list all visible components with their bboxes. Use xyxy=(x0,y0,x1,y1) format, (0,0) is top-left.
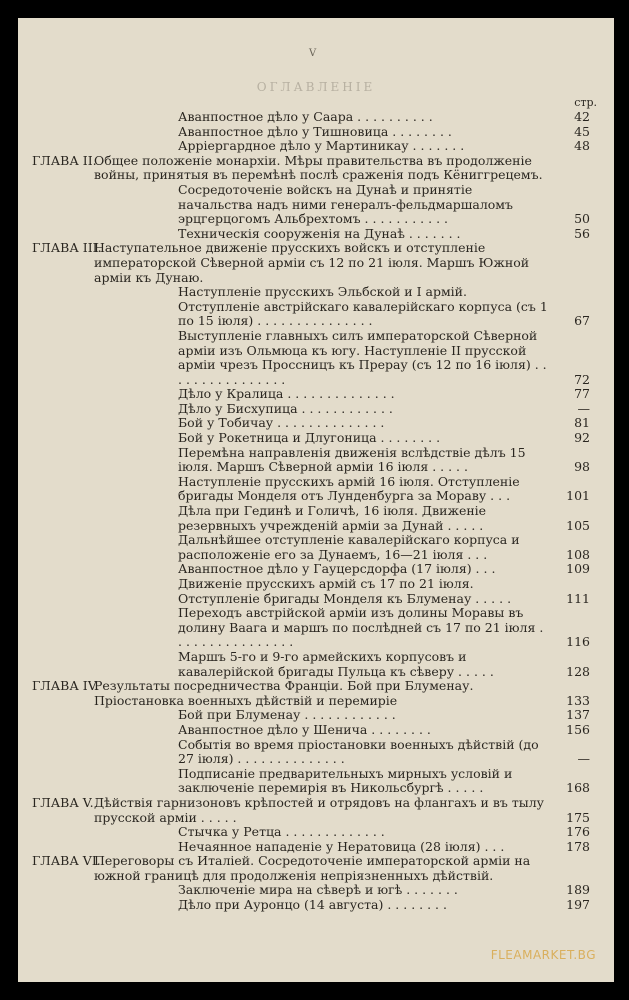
toc-entry: Дѣло у Бисхупица . . . . . . . . . . . . — xyxy=(178,400,590,416)
toc-chapter: ГЛАВА III. Наступательное движеніе прусскихъ войскъ и отступленіе императорской Сѣверной арміи съ 12 по 21 іюля. Маршъ Южной арміи къ Дунаю. xyxy=(32,240,530,285)
toc-entry: Техническія сооруженія на Дунаѣ . . . . . . . 56 xyxy=(178,225,590,241)
toc-entry: Дѣло при Ауронцо (14 августа) . . . . . . . . 197 xyxy=(178,897,590,913)
toc-entry: Выступленіе главныхъ силъ императорской Сѣверной арміи изъ Ольмюца къ югу. Наступленіе II прусской арміи чрезъ Проссницъ къ Прерау (съ 12 по 16 іюля) . . . . . . . . . . . . . . . . 72 xyxy=(178,327,590,387)
toc-entry: Перемѣна направленія движенія вслѣдствіе дѣлъ 15 іюля. Маршъ Сѣверной арміи 16 іюля . . . . . 98 xyxy=(178,444,590,475)
toc-entry: Дѣло у Кралица . . . . . . . . . . . . . . 77 xyxy=(178,386,590,402)
watermark: FLEAMARKET.BG xyxy=(490,948,596,962)
toc-heading: ОГЛАВЛЕНІЕ xyxy=(256,80,376,94)
toc-entry: Бой у Тобичау . . . . . . . . . . . . . . 81 xyxy=(178,415,590,431)
page-column-label: стр. xyxy=(574,96,597,109)
toc-chapter: ГЛАВА VI. Переговоры съ Италіей. Сосредоточеніе императорской арміи на южной границѣ для продолженія непріязненныхъ дѣйствій. xyxy=(32,853,531,883)
toc-entry: Маршъ 5-го и 9-го армейскихъ корпусовъ и кавалерійской бригады Пульца къ сѣверу . . . . . 128 xyxy=(178,648,590,679)
toc-entry: Арріергардное дѣло у Мартиникау . . . . . . . 48 xyxy=(178,138,590,154)
toc-chapter: ГЛАВА IV. Результаты посредничества Франціи. Бой при Блуменау. Пріостановка военныхъ дѣйствій и перемиріе 133 xyxy=(32,678,590,708)
toc-chapter: ГЛАВА V. Дѣйствія гарнизоновъ крѣпостей и отрядовъ на флангахъ и въ тылу прусской арміи . . . . . 175 xyxy=(32,794,590,825)
table-of-contents xyxy=(32,109,590,913)
chapter-label: ГЛАВА VI. xyxy=(32,853,101,869)
toc-entry: Подписаніе предварительныхъ мирныхъ условій и заключеніе перемирія въ Никольсбургѣ . . . . . 168 xyxy=(178,765,590,796)
toc-entry: Бой у Рокетница и Длугоница . . . . . . . . 92 xyxy=(178,430,590,446)
toc-entry: Наступленіе прусскихъ армій 16 іюля. Отступленіе бригады Монделя отъ Лунденбурга за Мораву . . . 101 xyxy=(178,473,590,504)
book-page xyxy=(18,18,614,982)
toc-entry: Наступленіе прусскихъ Эльбской и I армій. Отступленіе австрійскаго кавалерійскаго корпуса (съ 1 по 15 іюля) . . . . . . . . . . . . . . . 67 xyxy=(178,284,590,329)
toc-entry: Аванпостное дѣло у Шенича . . . . . . . . 156 xyxy=(178,721,590,737)
toc-entry: Нечаянное нападеніе у Нератовица (28 іюля) . . . 178 xyxy=(178,838,590,854)
toc-entry: Аванпостное дѣло у Гауцерсдорфа (17 іюля) . . . 109 xyxy=(178,561,590,577)
chapter-label: ГЛАВА V. xyxy=(32,794,94,810)
toc-entry: Бой при Блуменау . . . . . . . . . . . . 137 xyxy=(178,707,590,723)
toc-entry: Аванпостное дѣло у Саара . . . . . . . . . . 42 xyxy=(178,109,590,124)
page-roman-number: V xyxy=(309,48,317,59)
toc-entry: Переходъ австрійской арміи изъ долины Моравы въ долину Ваага и маршъ по послѣдней съ 17 по 21 іюля . . . . . . . . . . . . . . . . 116 xyxy=(178,605,590,650)
toc-entry: Заключеніе мира на сѣверѣ и югѣ . . . . . . . 189 xyxy=(178,882,590,898)
toc-entry: Стычка у Ретца . . . . . . . . . . . . . 176 xyxy=(178,824,590,840)
chapter-label: ГЛАВА IV. xyxy=(32,678,99,694)
toc-entry: Дѣла при Гединѣ и Голичѣ, 16 іюля. Движеніе резервныхъ учрежденій арміи за Дунай . . . . . 105 xyxy=(178,503,590,533)
toc-entry: Дальнѣйшее отступленіе кавалерійскаго корпуса и расположеніе его за Дунаемъ, 16—21 іюля . . . 108 xyxy=(178,532,590,562)
toc-chapter: ГЛАВА II. Общее положеніе монархіи. Мѣры правительства въ продолженіе войны, принятыя въ перемѣнѣ послѣ сраженія подъ Кёниггрецемъ. xyxy=(32,152,543,183)
toc-entry: Аванпостное дѣло у Тишновица . . . . . . . . 45 xyxy=(178,123,590,139)
chapter-label: ГЛАВА III. xyxy=(32,240,102,256)
toc-entry: Движеніе прусскихъ армій съ 17 по 21 іюля. Отступленіе бригады Монделя къ Блуменау . . . . . 111 xyxy=(178,576,590,606)
toc-entry: Событія во время пріостановки военныхъ дѣйствій (до 27 іюля) . . . . . . . . . . . . . . — xyxy=(178,736,590,767)
toc-entry: Сосредоточеніе войскъ на Дунаѣ и принятіе начальства надъ ними генералъ-фельдмаршаломъ эрцгерцогомъ Альбрехтомъ . . . . . . . . . . . 50 xyxy=(178,181,590,227)
chapter-label: ГЛАВА II. xyxy=(32,152,97,168)
